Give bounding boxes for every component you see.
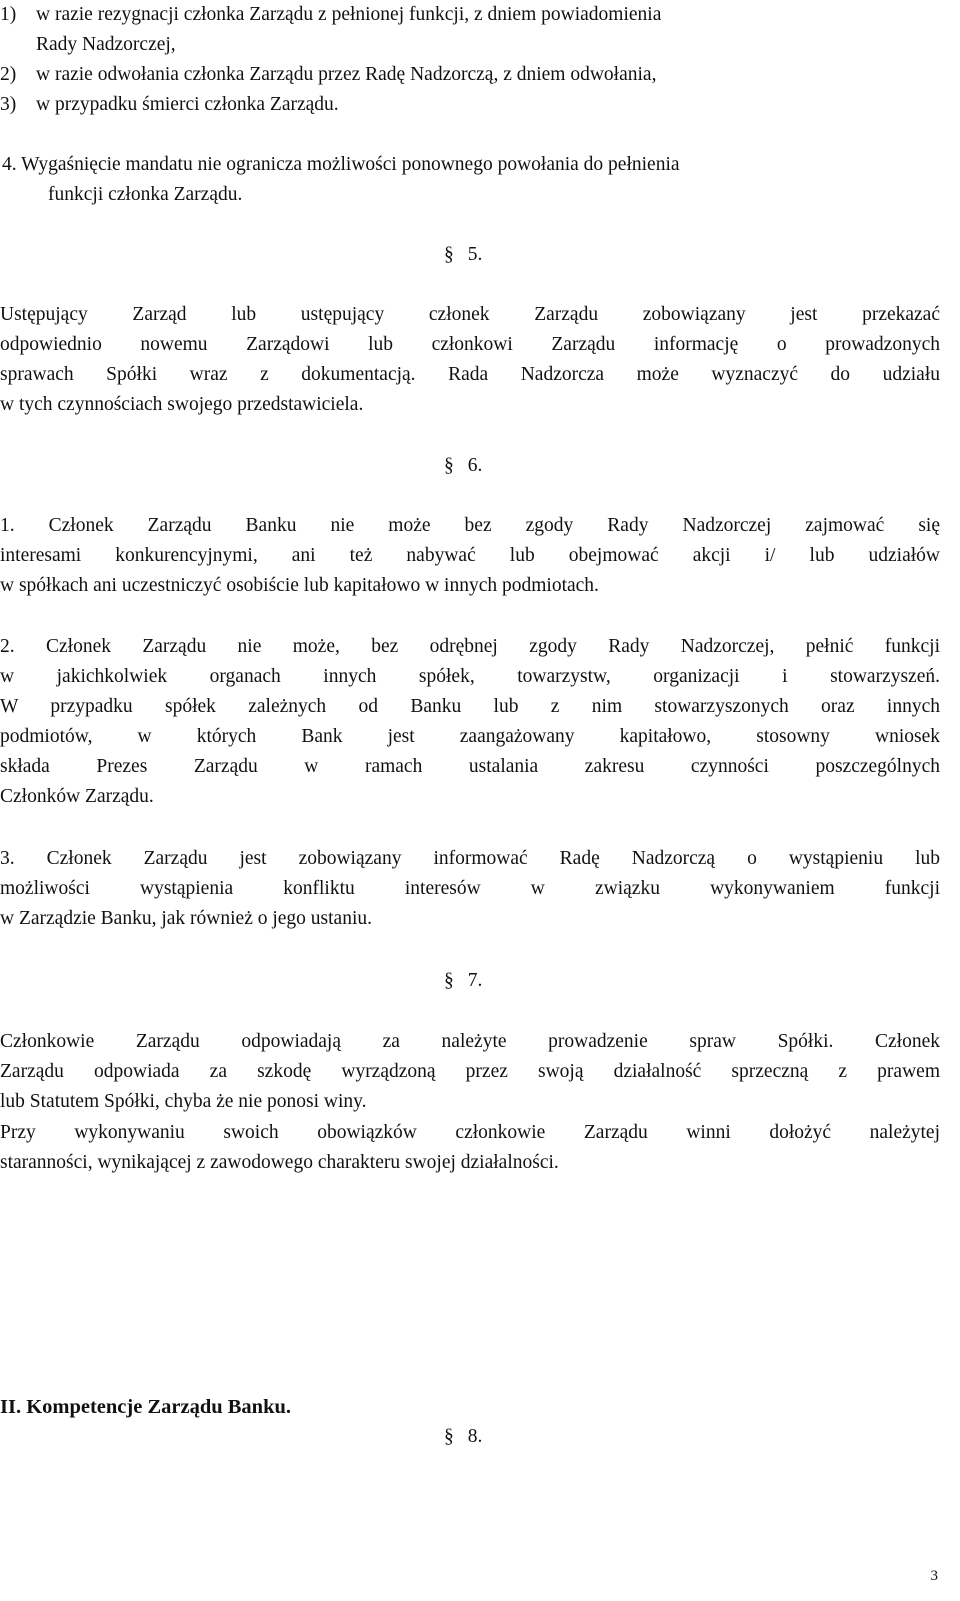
paragraph-line: funkcji członka Zarządu. <box>48 184 243 205</box>
paragraph-line: 3. Członek Zarządu jest zobowiązany informować Radę Nadzorczą o wystąpieniu lub <box>0 848 940 869</box>
paragraph-line: interesami konkurencyjnymi, ani też nabywać lub obejmować akcji i/ lub udziałów <box>0 545 940 566</box>
paragraph-line: w tych czynnościach swojego przedstawiciela. <box>0 394 364 415</box>
paragraph-line: w Zarządzie Banku, jak również o jego ustaniu. <box>0 908 372 929</box>
paragraph-7b <box>0 1118 940 1178</box>
paragraph-5 <box>0 300 940 420</box>
paragraph-line: w spółkach ani uczestniczyć osobiście lub kapitałowo w innych podmiotach. <box>0 575 599 596</box>
paragraph-line: Ustępujący Zarząd lub ustępujący członek Zarządu zobowiązany jest przekazać <box>0 304 940 325</box>
paragraph-6-3 <box>0 844 940 934</box>
list-item-text: w przypadku śmierci członka Zarządu. <box>36 94 339 115</box>
paragraph-line: W przypadku spółek zależnych od Banku lub z nim stowarzyszonych oraz innych <box>0 696 940 717</box>
section-number: 6. <box>467 455 483 476</box>
paragraph-line: 1. Członek Zarządu Banku nie może bez zgody Rady Nadzorczej zajmować się <box>0 515 940 536</box>
section-number: 7. <box>467 970 483 991</box>
section-heading-8 <box>444 1422 482 1452</box>
list-number: 1) <box>0 4 17 25</box>
paragraph-line: 4. Wygaśnięcie mandatu nie ogranicza możliwości ponownego powołania do pełnienia <box>2 154 680 175</box>
paragraph-line: składa Prezes Zarządu w ramach ustalania zakresu czynności poszczególnych <box>0 756 940 777</box>
list-number: 2) <box>0 64 17 85</box>
list-item-text: w razie odwołania członka Zarządu przez Radę Nadzorczą, z dniem odwołania, <box>36 64 657 85</box>
paragraph-7a <box>0 1027 940 1117</box>
chapter-heading: II. Kompetencje Zarządu Banku. <box>0 1396 292 1418</box>
paragraph-6-2 <box>0 632 940 812</box>
section-heading-5 <box>444 240 482 270</box>
paragraph-line: Zarządu odpowiada za szkodę wyrządzoną przez swoją działalność sprzeczną z prawem <box>0 1061 940 1082</box>
section-symbol: § <box>444 1426 454 1447</box>
paragraph-line: sprawach Spółki wraz z dokumentacją. Rada Nadzorcza może wyznaczyć do udziału <box>0 364 940 385</box>
section-heading-6 <box>444 451 482 481</box>
paragraph-line: Członków Zarządu. <box>0 786 154 807</box>
paragraph-line: możliwości wystąpienia konfliktu interesów w związku wykonywaniem funkcji <box>0 878 940 899</box>
section-number: 5. <box>467 244 483 265</box>
paragraph-line: lub Statutem Spółki, chyba że nie ponosi winy. <box>0 1091 367 1112</box>
section-symbol: § <box>444 970 454 991</box>
paragraph-line: 2. Członek Zarządu nie może, bez odrębnej zgody Rady Nadzorczej, pełnić funkcji <box>0 636 940 657</box>
section-symbol: § <box>444 244 454 265</box>
paragraph-6-1 <box>0 511 940 601</box>
paragraph-line: w jakichkolwiek organach innych spółek, towarzystw, organizacji i stowarzyszeń. <box>0 666 940 687</box>
section-heading-7 <box>444 966 482 996</box>
list-item-text: w razie rezygnacji członka Zarządu z pełnionej funkcji, z dniem powiadomienia <box>36 4 662 25</box>
paragraph-line: staranności, wynikającej z zawodowego charakteru swojej działalności. <box>0 1152 559 1173</box>
paragraph-line: Członkowie Zarządu odpowiadają za należyte prowadzenie spraw Spółki. Członek <box>0 1031 940 1052</box>
section-number: 8. <box>467 1426 483 1447</box>
list-item-text: Rady Nadzorczej, <box>36 34 176 55</box>
paragraph-4 <box>2 150 942 210</box>
section-symbol: § <box>444 455 454 476</box>
paragraph-line: odpowiednio nowemu Zarządowi lub członkowi Zarządu informację o prowadzonych <box>0 334 940 355</box>
paragraph-line: podmiotów, w których Bank jest zaangażowany kapitałowo, stosowny wniosek <box>0 726 940 747</box>
page-number: 3 <box>930 1568 938 1584</box>
list-number: 3) <box>0 94 17 115</box>
paragraph-line: Przy wykonywaniu swoich obowiązków członkowie Zarządu winni dołożyć należytej <box>0 1122 940 1143</box>
